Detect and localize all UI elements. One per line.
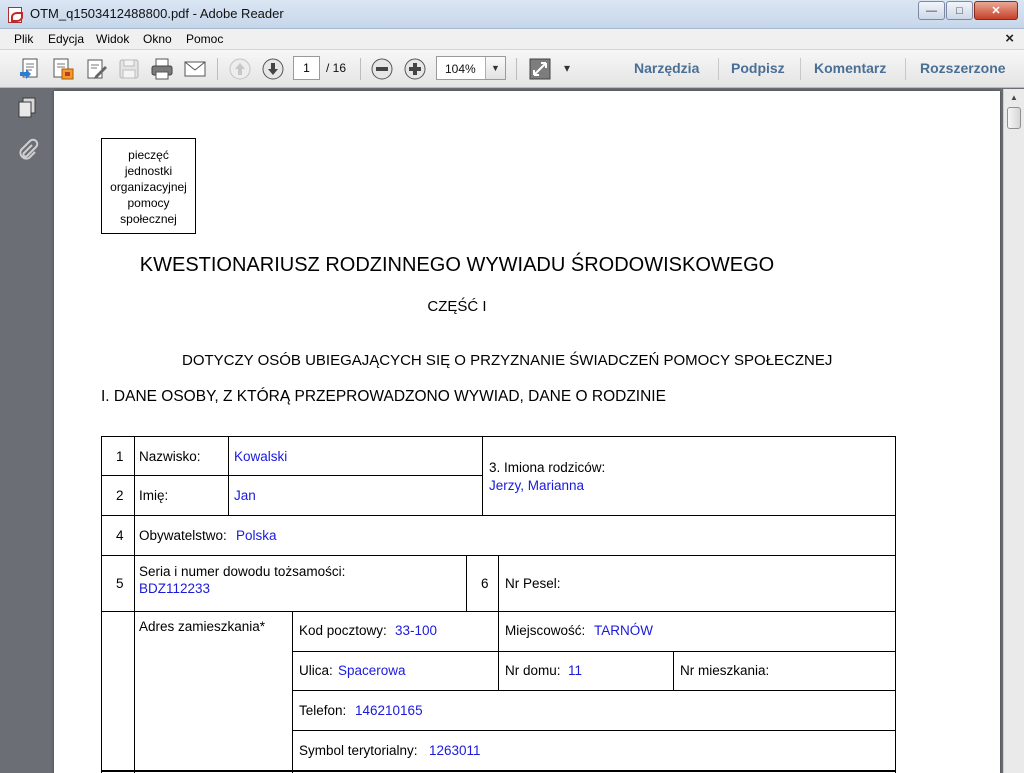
first-name-field[interactable]: Jan [234,488,256,503]
city-field[interactable]: TARNÓW [594,623,653,638]
chevron-down-icon[interactable]: ▼ [485,57,505,79]
address-label: Adres zamieszkania* [139,619,266,634]
phone-field[interactable]: 146210165 [355,703,423,718]
close-document-button[interactable]: × [1005,30,1014,47]
menu-pomoc[interactable]: Pomoc [186,32,224,46]
export-icon[interactable] [50,56,76,82]
menu-edycja[interactable]: Edycja [48,32,85,46]
window-title: OTM_q1503412488800.pdf - Adobe Reader [30,6,284,21]
document-part: CZĘŚĆ I [427,298,487,315]
pesel-label: Nr Pesel: [505,576,561,591]
adobe-pdf-icon [8,7,22,23]
print-icon[interactable] [149,56,175,82]
toolbar-separator [800,58,801,80]
table-border [466,555,467,611]
section-heading: I. DANE OSOBY, Z KTÓRĄ PRZEPROWADZONO WYWIAD, DANE O RODZINIE [101,388,666,405]
house-number-field[interactable]: 11 [568,663,583,678]
street-field[interactable]: Spacerowa [338,663,406,678]
pages-icon[interactable] [14,95,40,121]
parents-label: 3. Imiona rodziców: [489,460,606,475]
table-border [101,515,896,516]
toolbar-separator [217,58,218,80]
menu-widok[interactable]: Widok [96,32,130,46]
stamp-line: pomocy [127,196,170,210]
table-border [895,436,896,773]
toolbar-separator [516,58,517,80]
territorial-symbol-field[interactable]: 1263011 [429,743,481,758]
menu-okno[interactable]: Okno [143,32,172,46]
table-border [101,436,102,773]
table-border [292,651,896,652]
document-title: KWESTIONARIUSZ RODZINNEGO WYWIADU ŚRODOWISKOWEGO [139,254,775,276]
zoom-select[interactable] [436,56,506,80]
surname-field[interactable]: Kowalski [234,449,288,464]
table-border [228,436,229,515]
table-border [101,436,896,437]
scrollbar-thumb[interactable] [1007,107,1021,129]
parents-field[interactable]: Jerzy, Marianna [489,478,585,493]
zoom-value: 104% [445,62,476,76]
table-border [673,651,674,691]
menu-bar [0,29,1024,50]
surname-label: Nazwisko: [139,449,201,464]
zoom-out-icon[interactable] [369,56,395,82]
stamp-line: jednostki [124,164,173,178]
phone-label: Telefon: [299,703,347,718]
stamp-line: społecznej [120,212,177,226]
table-border [134,436,135,773]
maximize-button[interactable]: □ [946,1,973,20]
table-border [482,436,483,515]
first-name-label: Imię: [139,488,169,503]
postal-code-label: Kod pocztowy: [299,623,387,638]
toolbar [0,50,1024,88]
fit-page-icon[interactable] [527,56,553,82]
title-bar [0,0,1024,29]
vertical-scrollbar[interactable] [1003,89,1024,773]
table-border [292,730,896,731]
form-table [54,91,1000,773]
more-tools-button[interactable]: ▾ [564,61,571,75]
street-label: Ulica: [299,663,333,678]
citizenship-label: Obywatelstwo: [139,528,227,543]
city-label: Miejscowość: [505,623,586,638]
scroll-up-icon[interactable]: ▲ [1010,93,1018,102]
flat-number-label: Nr mieszkania: [680,663,770,678]
email-icon[interactable] [182,56,208,82]
tools-panel-link[interactable]: Narzędzia [634,60,700,76]
zoom-in-icon[interactable] [402,56,428,82]
comment-panel-link[interactable]: Komentarz [814,60,887,76]
document-subtitle: DOTYCZY OSÓB UBIEGAJĄCYCH SIĘ O PRZYZNANIE ŚWIADCZEŃ POMOCY SPOŁECZNEJ [182,352,833,369]
toolbar-separator [360,58,361,80]
table-border [101,770,896,772]
row-number: 5 [116,576,124,591]
page-up-icon[interactable] [227,56,253,82]
row-number: 1 [116,449,124,464]
toolbar-separator [718,58,719,80]
attachments-icon[interactable] [14,137,40,163]
table-border [292,611,293,773]
id-document-label: Seria i numer dowodu tożsamości: [139,564,346,579]
sign-panel-link[interactable]: Podpisz [731,60,785,76]
save-icon[interactable] [116,56,142,82]
menu-plik[interactable]: Plik [14,32,34,46]
toolbar-separator [905,58,906,80]
citizenship-field[interactable]: Polska [236,528,277,543]
window-controls [917,1,1018,20]
minimize-button[interactable]: — [918,1,945,20]
table-border [292,690,896,691]
table-border [498,555,499,691]
row-number: 2 [116,488,124,503]
page-total: / 16 [326,61,347,75]
close-window-button[interactable]: ✕ [974,1,1018,20]
create-pdf-icon[interactable] [17,56,43,82]
territorial-symbol-label: Symbol terytorialny: [299,743,418,758]
document-page [54,91,1000,773]
table-border [101,475,483,476]
id-document-field[interactable]: BDZ112233 [139,581,211,596]
row-number: 4 [116,528,124,543]
stamp-line: pieczęć [128,148,169,162]
extended-panel-link[interactable]: Rozszerzone [920,60,1006,76]
page-number-input[interactable]: 1 [293,56,320,80]
navigation-pane [0,89,52,773]
stamp-line: organizacyjnej [110,180,187,194]
house-number-label: Nr domu: [505,663,561,678]
row-number: 6 [481,576,489,591]
page-down-icon[interactable] [260,56,286,82]
edit-icon[interactable] [84,56,110,82]
postal-code-field[interactable]: 33-100 [395,623,438,638]
